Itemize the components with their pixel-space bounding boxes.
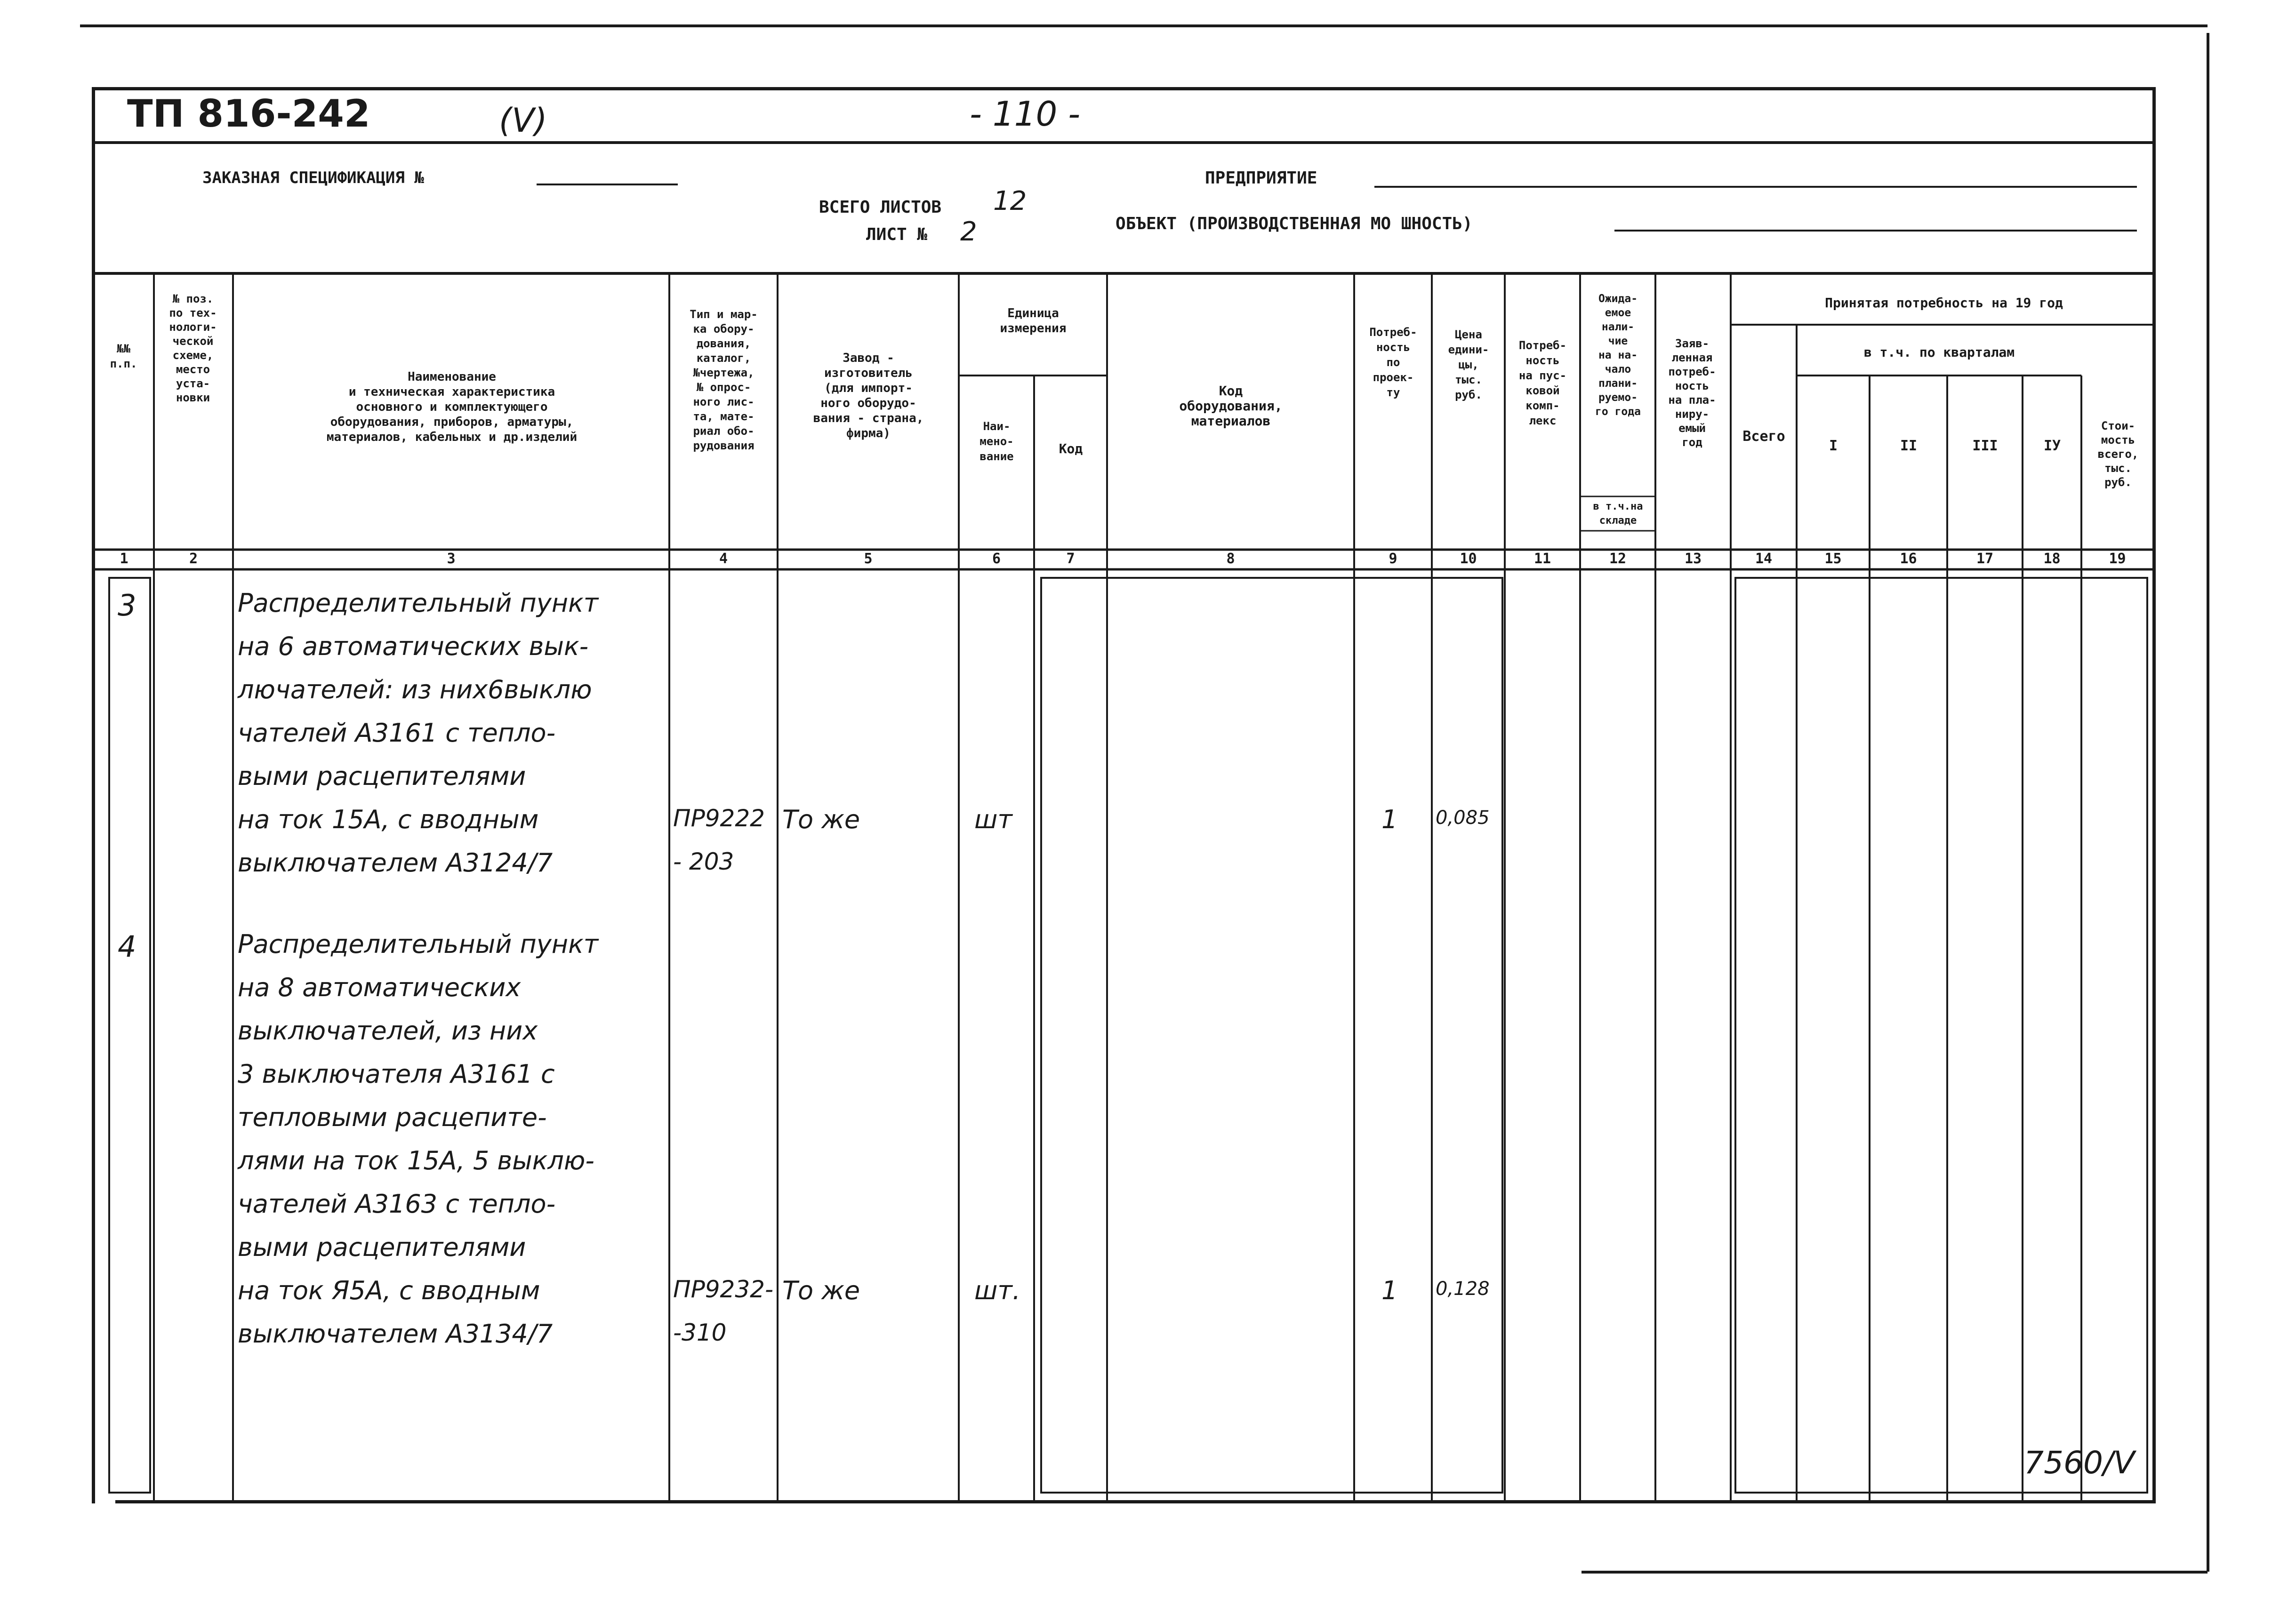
header-item-number: №№ п.п. xyxy=(110,342,137,370)
row-name-line: выключателей, из них xyxy=(238,1016,538,1046)
row-name-line: лями на ток 15А, 5 выклю- xyxy=(238,1146,594,1175)
row-number: 4 xyxy=(118,929,136,964)
column-number: 17 xyxy=(1976,551,1994,567)
header-name-characteristics: Наименование и техническая характеристика основного и комплектующего оборудования, приборов, арматуры, материалов, кабельных и др.изделий xyxy=(326,370,578,444)
volume-mark: (V) xyxy=(499,101,547,140)
header-quarter-3: III xyxy=(1972,438,1998,454)
column-number: 1 xyxy=(120,551,128,567)
sheet-label: ЛИСТ № xyxy=(866,225,928,244)
column-number: 19 xyxy=(2109,551,2126,567)
row-name-line: на ток Я5А, с вводным xyxy=(238,1276,540,1305)
row-name-line: на 8 автоматических xyxy=(238,973,521,1002)
header-quarters-group: в т.ч. по кварталам xyxy=(1863,344,2015,360)
column-number: 18 xyxy=(2043,551,2061,567)
header-position-scheme: № поз. по тех- нологи- ческой схеме, место уста- новки xyxy=(169,292,217,404)
row-quantity: 1 xyxy=(1381,1276,1398,1305)
header-manufacturer: Завод - изготовитель (для импорт- ного оборудо- вания - страна, фирма) xyxy=(813,351,924,440)
row-name-line: чателей А3161 с тепло- xyxy=(238,718,556,748)
page-number: - 110 - xyxy=(970,94,1081,134)
row-unit-price: 0,128 xyxy=(1436,1278,1490,1300)
row-type-line: ПР9232- xyxy=(673,1276,774,1303)
header-quarter-2: II xyxy=(1900,438,1918,454)
row-unit-price: 0,085 xyxy=(1436,807,1490,829)
row-name-line: Распределительный пункт xyxy=(238,588,599,618)
row-name-line: на ток 15А, с вводным xyxy=(238,805,539,834)
column-number: 11 xyxy=(1533,551,1551,567)
row-name-line: тепловыми расцепите- xyxy=(238,1103,547,1132)
column-number: 4 xyxy=(719,551,728,567)
row-name-line: чателей А3163 с тепло- xyxy=(238,1189,556,1219)
column-number: 5 xyxy=(864,551,873,567)
row-name-line: 3 выключателя А3161 с xyxy=(238,1059,555,1089)
column-number: 6 xyxy=(992,551,1001,567)
column-number: 7 xyxy=(1066,551,1075,567)
row-number: 3 xyxy=(118,588,136,623)
column-number: 15 xyxy=(1824,551,1842,567)
row-type-line: ПР9222 xyxy=(673,805,765,832)
column-number: 8 xyxy=(1226,551,1235,567)
row-name-line: Распределительный пункт xyxy=(238,929,599,959)
column-number: 2 xyxy=(189,551,198,567)
header-startup-need: Потреб- ность на пус- ковой комп- лекс xyxy=(1518,339,1567,427)
header-unit-group: Единица измерения xyxy=(1000,306,1067,336)
row-unit-name: шт. xyxy=(974,1276,1021,1305)
row-quantity: 1 xyxy=(1381,805,1398,834)
row-type-line: -310 xyxy=(673,1319,727,1346)
row-manufacturer: То же xyxy=(782,805,860,834)
header-accepted-need-group: Принятая потребность на 19 год xyxy=(1825,295,2063,311)
header-quarter-4: IУ xyxy=(2043,438,2061,454)
column-number: 3 xyxy=(447,551,456,567)
header-total: Всего xyxy=(1742,428,1785,445)
header-in-warehouse: в т.ч.на складе xyxy=(1593,501,1643,527)
header-type-brand: Тип и мар- ка обору- дования, каталог, №чертежа, № опрос- ного лис- та, мате- риал обо- рудования xyxy=(690,308,758,452)
column-number: 14 xyxy=(1755,551,1773,567)
column-number: 10 xyxy=(1460,551,1477,567)
row-name-line: выключателем А3124/7 xyxy=(238,848,553,878)
column-number: 9 xyxy=(1389,551,1397,567)
row-manufacturer: То же xyxy=(782,1276,860,1305)
header-expected-stock: Ожида- емое нали- чие на на- чало плани- руемо- го года xyxy=(1595,293,1641,418)
archive-stamp: 7560/V xyxy=(2024,1445,2135,1481)
header-design-need: Потреб- ность по проек- ту xyxy=(1369,326,1417,399)
spec-label: ЗАКАЗНАЯ СПЕЦИФИКАЦИЯ № xyxy=(202,168,424,187)
document-code: ТП 816-242 xyxy=(127,92,370,136)
row-unit-name: шт xyxy=(974,805,1012,834)
header-unit-name: Наи- мено- вание xyxy=(979,420,1014,463)
header-unit-code: Код xyxy=(1059,441,1083,456)
inner-frame-col1 xyxy=(109,578,150,1493)
row-name-line: лючателей: из них6выклю xyxy=(238,675,592,704)
total-sheets-label: ВСЕГО ЛИСТОВ xyxy=(819,198,942,217)
object-label: ОБЪЕКТ (ПРОИЗВОДСТВЕННАЯ МО ШНОСТЬ) xyxy=(1116,214,1473,233)
total-sheets-value: 12 xyxy=(993,186,1027,216)
column-number: 16 xyxy=(1900,551,1917,567)
row-name-line: выми расцепителями xyxy=(238,761,526,791)
header-declared-need: Заяв- ленная потреб- ность на пла- ниру- емый год xyxy=(1668,337,1716,449)
row-name-line: выми расцепителями xyxy=(238,1232,526,1262)
sheet-number-value: 2 xyxy=(960,216,977,247)
row-type-line: - 203 xyxy=(673,848,734,875)
enterprise-label: ПРЕДПРИЯТИЕ xyxy=(1205,168,1317,188)
column-number: 12 xyxy=(1609,551,1627,567)
header-quarter-1: I xyxy=(1829,438,1838,454)
header-equipment-code: Код оборудования, материалов xyxy=(1179,383,1283,429)
header-unit-price: Цена едини- цы, тыс. руб. xyxy=(1448,328,1489,401)
column-number: 13 xyxy=(1684,551,1702,567)
row-name-line: выключателем А3134/7 xyxy=(238,1319,553,1349)
header-total-cost: Стои- мость всего, тыс. руб. xyxy=(2097,419,2139,489)
row-name-line: на 6 автоматических вык- xyxy=(238,631,589,661)
inner-frame-mid xyxy=(1041,578,1502,1493)
